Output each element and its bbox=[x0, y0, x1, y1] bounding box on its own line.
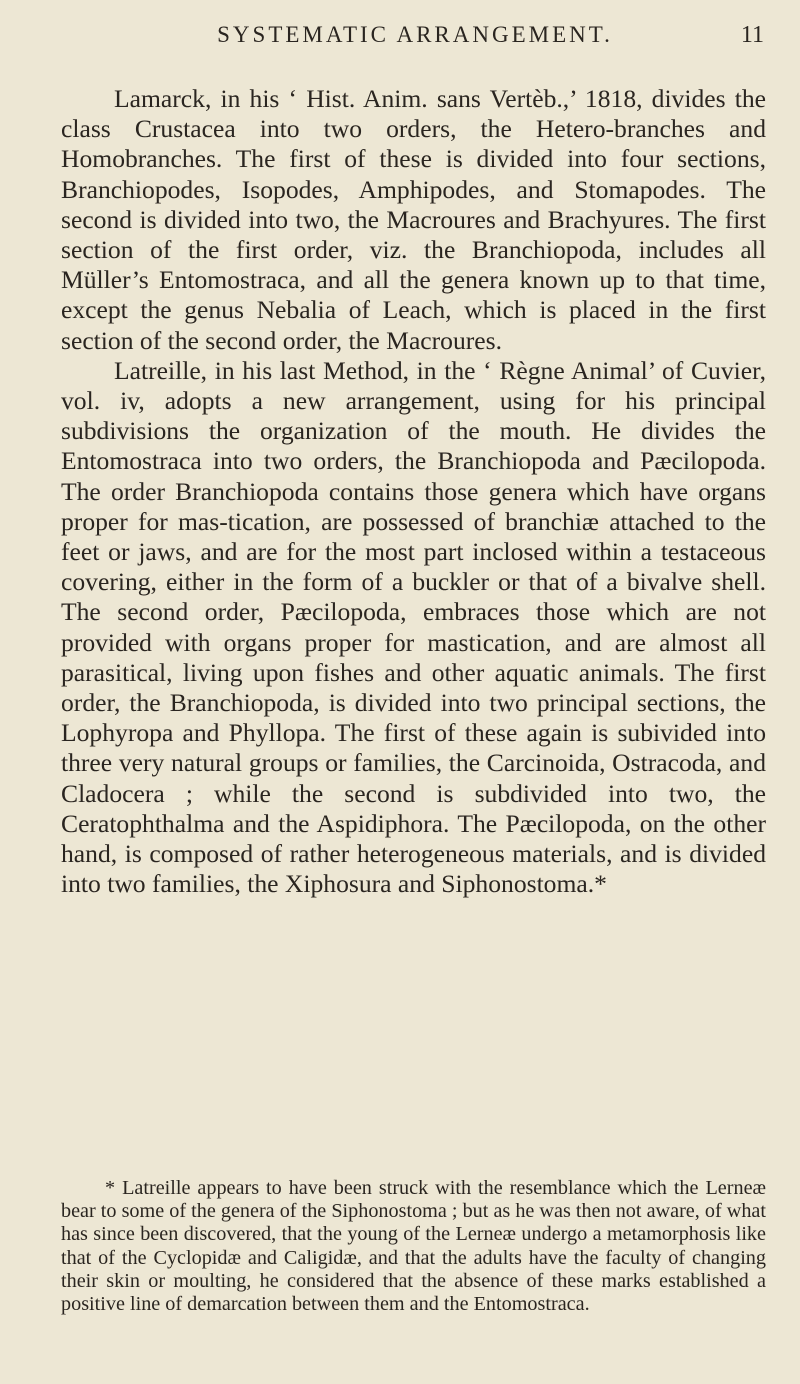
paragraph-lamarck: Lamarck, in his ‘ Hist. Anim. sans Vertèb.,’ 1818, divides the class Crustacea into two orders, the Hetero-branches and Homobranches. The first of these is divided into four sections, Branchiopodes, Isopodes, Amphipodes, and Stomapodes. The second is divided into two, the Macroures and Brachyures. The first section of the first order, viz. the Branchiopoda, includes all Müller’s Entomostraca, and all the genera known up to that time, except the genus Nebalia of Leach, which is placed in the first section of the second order, the Macroures. bbox=[61, 84, 766, 355]
footnote bbox=[61, 1177, 766, 1316]
footnote-text: * Latreille appears to have been struck with the resemblance which the Lerneæ bear to some of the genera of the Siphonostoma ; but as he was then not aware, of what has since been discovered, that the young of the Lerneæ undergo a metamorphosis like that of the Cyclopidæ and Caligidæ, and that the adults have the faculty of changing their skin or moulting, he considered that the absence of these marks established a positive line of demarcation between them and the Entomostraca. bbox=[61, 1177, 766, 1316]
paragraph-latreille: Latreille, in his last Method, in the ‘ Règne Animal’ of Cuvier, vol. iv, adopts a new arrangement, using for his principal subdivisions the organization of the mouth. He divides the Entomostraca into two orders, the Branchiopoda and Pæcilopoda. The order Branchiopoda contains those genera which have organs proper for mas-tication, are possessed of branchiæ attached to the feet or jaws, and are for the most part inclosed within a testaceous covering, either in the form of a buckler or that of a bivalve shell. The second order, Pæcilopoda, embraces those which are not provided with organs proper for mastication, and are almost all parasitical, living upon fishes and other aquatic animals. The first order, the Branchiopoda, is divided into two principal sections, the Lophyropa and Phyllopa. The first of these again is subivided into three very natural groups or families, the Carcinoida, Ostracoda, and Cladocera ; while the second is subdivided into two, the Ceratophthalma and the Aspidiphora. The Pæcilopoda, on the other hand, is composed of rather heterogeneous materials, and is divided into two families, the Xiphosura and Siphonostoma.* bbox=[61, 355, 766, 899]
running-head bbox=[60, 22, 770, 58]
body-text bbox=[61, 84, 766, 899]
page-number: 11 bbox=[740, 22, 764, 48]
running-title: SYSTEMATIC ARRANGEMENT. bbox=[217, 22, 613, 47]
